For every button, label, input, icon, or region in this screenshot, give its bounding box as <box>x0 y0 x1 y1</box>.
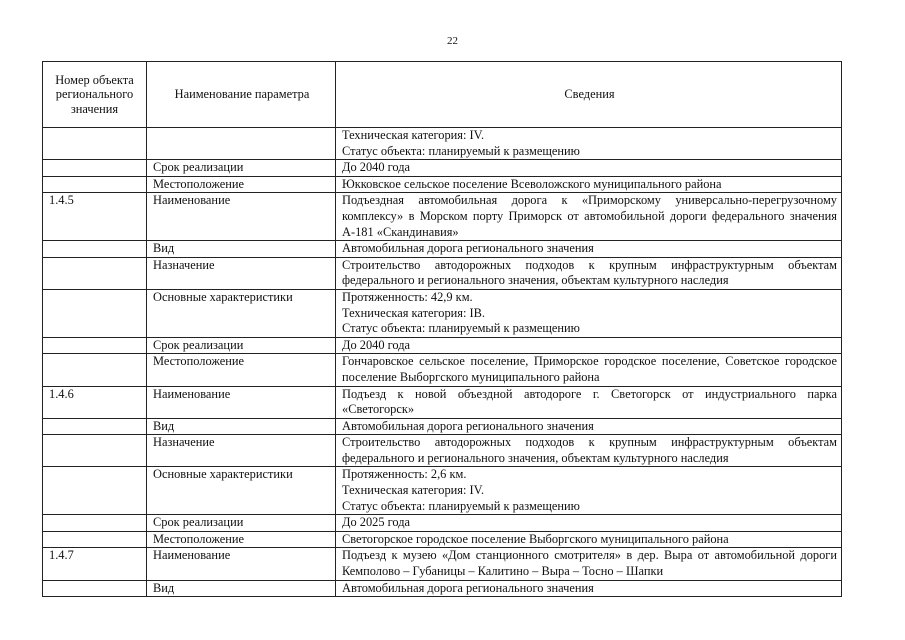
details-cell <box>336 193 842 241</box>
parameter-name-cell: Назначение <box>147 257 336 289</box>
details-line: Техническая категория: IВ. <box>342 305 486 320</box>
details-line: Техническая категория: IV. <box>342 128 485 142</box>
object-number-cell <box>43 337 147 354</box>
parameter-name-cell: Основные характеристики <box>147 467 336 515</box>
object-number-cell <box>43 176 147 193</box>
details-line: Статус объекта: планируемый к размещению <box>342 143 580 158</box>
table-row <box>43 418 842 435</box>
details-cell <box>336 467 842 515</box>
details-line: Протяженность: 42,9 км. <box>342 289 473 304</box>
details-line: До 2025 года <box>342 515 411 530</box>
details-cell <box>336 337 842 354</box>
parameter-name-cell: Наименование <box>147 548 336 580</box>
table-row <box>43 467 842 515</box>
table-row <box>43 241 842 258</box>
page-number: 22 <box>447 35 458 47</box>
details-line: Светогорское городское поселение Выборгского муниципального района <box>342 531 729 546</box>
object-number-cell <box>43 128 147 160</box>
table-body <box>43 128 842 597</box>
table-header-row <box>43 62 842 128</box>
table-row <box>43 289 842 337</box>
object-number-cell <box>43 467 147 515</box>
parameter-name-cell: Срок реализации <box>147 337 336 354</box>
details-line: Подъезд к новой объездной автодороге г. Светогорск от индустриального парка «Светогорск» <box>342 386 837 417</box>
details-cell <box>336 580 842 597</box>
details-cell <box>336 515 842 532</box>
parameter-name-cell: Срок реализации <box>147 160 336 177</box>
details-cell <box>336 548 842 580</box>
details-cell <box>336 354 842 386</box>
parameter-name-cell <box>147 128 336 160</box>
table-row <box>43 515 842 532</box>
details-line: Строительство автодорожных подходов к крупным инфраструктурным объектам федерального и регионального значения, объектам культурного наследия <box>342 257 837 288</box>
object-number-cell <box>43 241 147 258</box>
header-object-number: Номер объекта регионального значения <box>43 62 147 128</box>
table-row <box>43 337 842 354</box>
table-row <box>43 193 842 241</box>
details-cell <box>336 176 842 193</box>
parameter-name-cell: Вид <box>147 580 336 597</box>
header-parameter-name: Наименование параметра <box>147 62 336 128</box>
parameter-name-cell: Назначение <box>147 435 336 467</box>
table-row <box>43 435 842 467</box>
parameter-name-cell: Местоположение <box>147 531 336 548</box>
parameter-name-cell: Вид <box>147 241 336 258</box>
table-row <box>43 548 842 580</box>
object-number-cell <box>43 257 147 289</box>
details-line: Автомобильная дорога регионального значения <box>342 418 594 433</box>
details-cell <box>336 386 842 418</box>
object-number-cell <box>43 418 147 435</box>
details-line: До 2040 года <box>342 160 411 175</box>
object-number-cell <box>43 354 147 386</box>
details-cell <box>336 160 842 177</box>
object-number-cell: 1.4.5 <box>43 193 147 241</box>
table-row <box>43 354 842 386</box>
header-details: Сведения <box>336 62 842 128</box>
table-row <box>43 257 842 289</box>
object-number-cell <box>43 580 147 597</box>
table-row <box>43 176 842 193</box>
details-line: Протяженность: 2,6 км. <box>342 467 467 482</box>
details-cell <box>336 289 842 337</box>
object-number-cell <box>43 531 147 548</box>
details-line: Подъезд к музею «Дом станционного смотрителя» в дер. Выра от автомобильной дороги Кемполово – Губаницы – Калитино – Выра – Тосно – Шапки <box>342 548 837 579</box>
parameter-name-cell: Срок реализации <box>147 515 336 532</box>
parameter-name-cell: Наименование <box>147 193 336 241</box>
details-line: Гончаровское сельское поселение, Приморское городское поселение, Советское городское поселение Выборгского муниципального района <box>342 354 837 384</box>
details-cell <box>336 128 842 160</box>
details-cell <box>336 531 842 548</box>
parameter-name-cell: Местоположение <box>147 354 336 386</box>
object-number-cell <box>43 515 147 532</box>
table-row <box>43 580 842 597</box>
object-number-cell: 1.4.7 <box>43 548 147 580</box>
details-line: Техническая категория: IV. <box>342 483 485 498</box>
details-cell <box>336 435 842 467</box>
details-line: Автомобильная дорога регионального значения <box>342 241 594 256</box>
details-line: До 2040 года <box>342 337 411 352</box>
object-number-cell <box>43 289 147 337</box>
object-number-cell <box>43 435 147 467</box>
table-row <box>43 128 842 160</box>
details-line: Автомобильная дорога регионального значения <box>342 580 594 595</box>
details-line: Юкковское сельское поселение Всеволожского муниципального района <box>342 176 722 191</box>
parameter-name-cell: Основные характеристики <box>147 289 336 337</box>
details-cell <box>336 257 842 289</box>
table-row <box>43 386 842 418</box>
details-line: Подъездная автомобильная дорога к «Приморскому универсально-перегрузочному комплексу» в Морском порту Приморск от автомобильной дороги федерального значения А-181 «Скандинавия» <box>342 193 837 239</box>
object-number-cell: 1.4.6 <box>43 386 147 418</box>
parameter-name-cell: Вид <box>147 418 336 435</box>
details-line: Статус объекта: планируемый к размещению <box>342 321 580 336</box>
details-line: Статус объекта: планируемый к размещению <box>342 498 580 513</box>
parameter-name-cell: Наименование <box>147 386 336 418</box>
object-number-cell <box>43 160 147 177</box>
parameters-table <box>42 61 842 597</box>
details-cell <box>336 241 842 258</box>
table-row <box>43 531 842 548</box>
details-line: Строительство автодорожных подходов к крупным инфраструктурным объектам федерального и регионального значения, объектам культурного наследия <box>342 435 837 465</box>
table-row <box>43 160 842 177</box>
parameter-name-cell: Местоположение <box>147 176 336 193</box>
details-cell <box>336 418 842 435</box>
